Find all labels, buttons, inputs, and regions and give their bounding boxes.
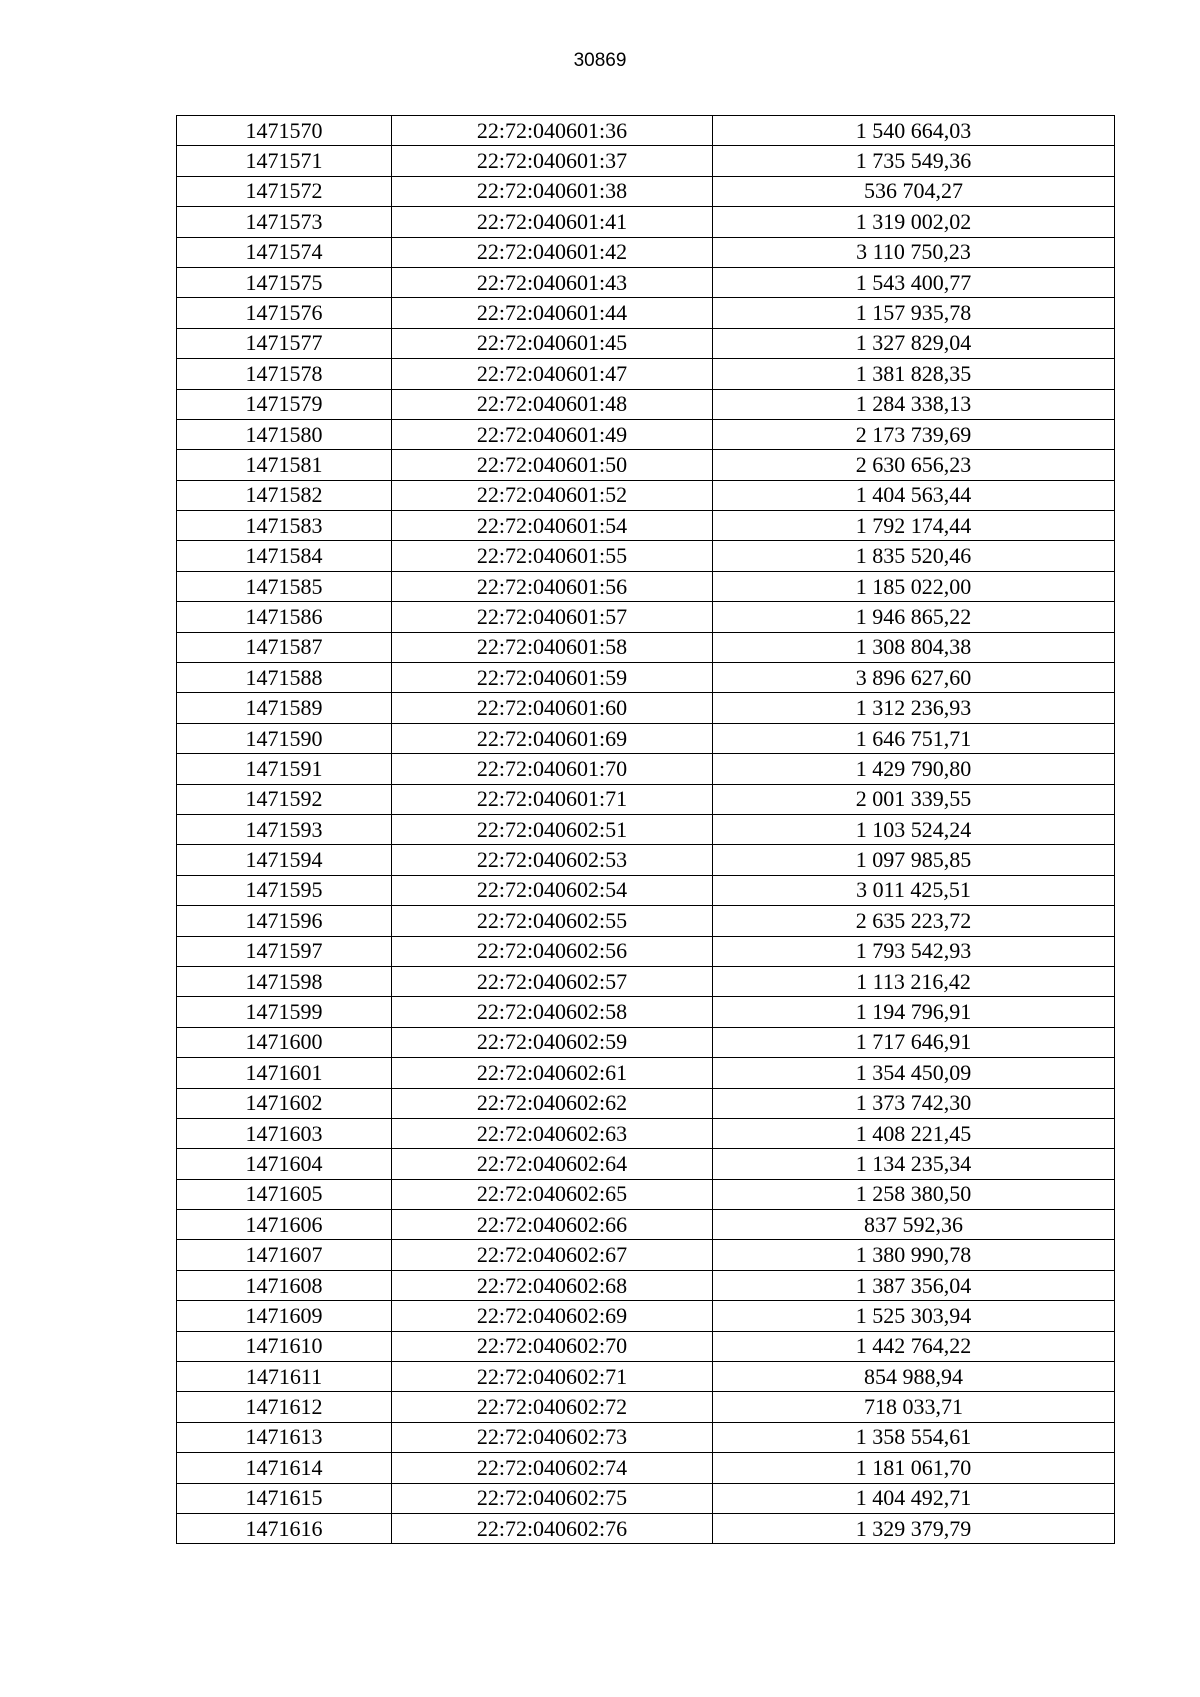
row-number-cell: 1471597	[177, 936, 392, 966]
table-row	[177, 997, 1115, 1027]
table-row	[177, 936, 1115, 966]
table-row	[177, 359, 1115, 389]
table-body	[177, 116, 1115, 1544]
cadastral-value-cell: 1 103 524,24	[713, 814, 1115, 844]
table-row	[177, 1483, 1115, 1513]
row-number-cell: 1471606	[177, 1210, 392, 1240]
cadastral-number-cell: 22:72:040602:62	[392, 1088, 713, 1118]
row-number-cell: 1471598	[177, 966, 392, 996]
cadastral-value-cell: 1 327 829,04	[713, 328, 1115, 358]
table-row	[177, 267, 1115, 297]
table-row	[177, 1027, 1115, 1057]
cadastral-value-cell: 1 429 790,80	[713, 754, 1115, 784]
table-row	[177, 480, 1115, 510]
table-row	[177, 541, 1115, 571]
cadastral-number-cell: 22:72:040602:57	[392, 966, 713, 996]
cadastral-value-cell: 1 525 303,94	[713, 1301, 1115, 1331]
cadastral-value-cell: 1 134 235,34	[713, 1149, 1115, 1179]
cadastral-value-cell: 1 097 985,85	[713, 845, 1115, 875]
row-number-cell: 1471608	[177, 1270, 392, 1300]
row-number-cell: 1471573	[177, 207, 392, 237]
cadastral-number-cell: 22:72:040601:36	[392, 116, 713, 146]
row-number-cell: 1471605	[177, 1179, 392, 1209]
table-row	[177, 237, 1115, 267]
row-number-cell: 1471574	[177, 237, 392, 267]
table-row	[177, 176, 1115, 206]
table-row	[177, 1453, 1115, 1483]
cadastral-number-cell: 22:72:040601:56	[392, 571, 713, 601]
row-number-cell: 1471577	[177, 328, 392, 358]
cadastral-value-cell: 3 011 425,51	[713, 875, 1115, 905]
row-number-cell: 1471589	[177, 693, 392, 723]
table-row	[177, 1240, 1115, 1270]
cadastral-value-cell: 1 646 751,71	[713, 723, 1115, 753]
cadastral-value-cell: 2 173 739,69	[713, 419, 1115, 449]
cadastral-number-cell: 22:72:040602:65	[392, 1179, 713, 1209]
row-number-cell: 1471604	[177, 1149, 392, 1179]
cadastral-number-cell: 22:72:040602:53	[392, 845, 713, 875]
row-number-cell: 1471615	[177, 1483, 392, 1513]
cadastral-value-cell: 1 181 061,70	[713, 1453, 1115, 1483]
row-number-cell: 1471580	[177, 419, 392, 449]
cadastral-value-cell: 1 442 764,22	[713, 1331, 1115, 1361]
cadastral-number-cell: 22:72:040601:42	[392, 237, 713, 267]
cadastral-number-cell: 22:72:040602:74	[392, 1453, 713, 1483]
table-row	[177, 966, 1115, 996]
table-row	[177, 1392, 1115, 1422]
table-row	[177, 632, 1115, 662]
row-number-cell: 1471587	[177, 632, 392, 662]
row-number-cell: 1471603	[177, 1118, 392, 1148]
row-number-cell: 1471588	[177, 663, 392, 693]
table-row	[177, 1179, 1115, 1209]
cadastral-number-cell: 22:72:040601:41	[392, 207, 713, 237]
cadastral-value-cell: 1 408 221,45	[713, 1118, 1115, 1148]
row-number-cell: 1471584	[177, 541, 392, 571]
table-row	[177, 450, 1115, 480]
cadastral-number-cell: 22:72:040602:51	[392, 814, 713, 844]
table-row	[177, 571, 1115, 601]
cadastral-value-cell: 1 717 646,91	[713, 1027, 1115, 1057]
table-row	[177, 298, 1115, 328]
cadastral-number-cell: 22:72:040601:43	[392, 267, 713, 297]
cadastral-value-cell: 2 001 339,55	[713, 784, 1115, 814]
cadastral-value-cell: 2 635 223,72	[713, 906, 1115, 936]
row-number-cell: 1471593	[177, 814, 392, 844]
table-row	[177, 1301, 1115, 1331]
row-number-cell: 1471576	[177, 298, 392, 328]
row-number-cell: 1471579	[177, 389, 392, 419]
cadastral-number-cell: 22:72:040601:38	[392, 176, 713, 206]
table-row	[177, 1210, 1115, 1240]
cadastral-value-cell: 1 373 742,30	[713, 1088, 1115, 1118]
cadastral-value-cell: 1 793 542,93	[713, 936, 1115, 966]
cadastral-number-cell: 22:72:040601:60	[392, 693, 713, 723]
row-number-cell: 1471572	[177, 176, 392, 206]
row-number-cell: 1471613	[177, 1422, 392, 1452]
cadastral-number-cell: 22:72:040602:73	[392, 1422, 713, 1452]
cadastral-number-cell: 22:72:040601:58	[392, 632, 713, 662]
row-number-cell: 1471581	[177, 450, 392, 480]
table-row	[177, 784, 1115, 814]
cadastral-value-cell: 3 896 627,60	[713, 663, 1115, 693]
table-row	[177, 419, 1115, 449]
row-number-cell: 1471570	[177, 116, 392, 146]
table-row	[177, 389, 1115, 419]
table-row	[177, 1362, 1115, 1392]
table-row	[177, 602, 1115, 632]
cadastral-number-cell: 22:72:040601:57	[392, 602, 713, 632]
cadastral-value-cell: 1 194 796,91	[713, 997, 1115, 1027]
cadastral-value-cell: 1 329 379,79	[713, 1513, 1115, 1543]
row-number-cell: 1471595	[177, 875, 392, 905]
cadastral-value-cell: 1 354 450,09	[713, 1058, 1115, 1088]
row-number-cell: 1471582	[177, 480, 392, 510]
cadastral-number-cell: 22:72:040602:66	[392, 1210, 713, 1240]
cadastral-number-cell: 22:72:040602:58	[392, 997, 713, 1027]
table-row	[177, 511, 1115, 541]
cadastral-number-cell: 22:72:040601:69	[392, 723, 713, 753]
table-row	[177, 754, 1115, 784]
cadastral-value-cell: 1 308 804,38	[713, 632, 1115, 662]
cadastral-number-cell: 22:72:040601:52	[392, 480, 713, 510]
cadastral-number-cell: 22:72:040602:59	[392, 1027, 713, 1057]
cadastral-value-cell: 1 404 563,44	[713, 480, 1115, 510]
cadastral-number-cell: 22:72:040601:50	[392, 450, 713, 480]
cadastral-number-cell: 22:72:040601:47	[392, 359, 713, 389]
table-row	[177, 1331, 1115, 1361]
row-number-cell: 1471602	[177, 1088, 392, 1118]
cadastral-value-cell: 1 284 338,13	[713, 389, 1115, 419]
cadastral-value-cell: 718 033,71	[713, 1392, 1115, 1422]
cadastral-number-cell: 22:72:040602:54	[392, 875, 713, 905]
cadastral-value-cell: 1 946 865,22	[713, 602, 1115, 632]
page-number: 30869	[573, 50, 627, 71]
cadastral-value-cell: 1 157 935,78	[713, 298, 1115, 328]
row-number-cell: 1471571	[177, 146, 392, 176]
cadastral-number-cell: 22:72:040602:68	[392, 1270, 713, 1300]
cadastral-value-cell: 1 835 520,46	[713, 541, 1115, 571]
cadastral-number-cell: 22:72:040602:61	[392, 1058, 713, 1088]
cadastral-value-cell: 1 113 216,42	[713, 966, 1115, 996]
cadastral-number-cell: 22:72:040601:71	[392, 784, 713, 814]
cadastral-number-cell: 22:72:040602:75	[392, 1483, 713, 1513]
table-row	[177, 875, 1115, 905]
cadastral-number-cell: 22:72:040602:56	[392, 936, 713, 966]
cadastral-value-cell: 1 380 990,78	[713, 1240, 1115, 1270]
cadastral-value-cell: 1 381 828,35	[713, 359, 1115, 389]
cadastral-value-cell: 3 110 750,23	[713, 237, 1115, 267]
cadastral-value-cell: 1 312 236,93	[713, 693, 1115, 723]
cadastral-value-table	[176, 115, 1115, 1544]
cadastral-number-cell: 22:72:040602:67	[392, 1240, 713, 1270]
row-number-cell: 1471609	[177, 1301, 392, 1331]
cadastral-value-cell: 837 592,36	[713, 1210, 1115, 1240]
row-number-cell: 1471590	[177, 723, 392, 753]
cadastral-value-cell: 1 387 356,04	[713, 1270, 1115, 1300]
cadastral-number-cell: 22:72:040601:55	[392, 541, 713, 571]
table-row	[177, 1422, 1115, 1452]
row-number-cell: 1471601	[177, 1058, 392, 1088]
table-row	[177, 906, 1115, 936]
cadastral-value-cell: 2 630 656,23	[713, 450, 1115, 480]
row-number-cell: 1471591	[177, 754, 392, 784]
cadastral-number-cell: 22:72:040602:71	[392, 1362, 713, 1392]
table-row	[177, 1513, 1115, 1543]
table-row	[177, 723, 1115, 753]
cadastral-value-cell: 854 988,94	[713, 1362, 1115, 1392]
cadastral-value-cell: 1 258 380,50	[713, 1179, 1115, 1209]
cadastral-number-cell: 22:72:040601:49	[392, 419, 713, 449]
cadastral-number-cell: 22:72:040602:55	[392, 906, 713, 936]
cadastral-value-cell: 1 735 549,36	[713, 146, 1115, 176]
row-number-cell: 1471607	[177, 1240, 392, 1270]
row-number-cell: 1471611	[177, 1362, 392, 1392]
row-number-cell: 1471599	[177, 997, 392, 1027]
cadastral-number-cell: 22:72:040602:64	[392, 1149, 713, 1179]
cadastral-value-cell: 1 543 400,77	[713, 267, 1115, 297]
cadastral-number-cell: 22:72:040602:63	[392, 1118, 713, 1148]
cadastral-value-cell: 1 319 002,02	[713, 207, 1115, 237]
row-number-cell: 1471592	[177, 784, 392, 814]
cadastral-value-cell: 1 185 022,00	[713, 571, 1115, 601]
cadastral-number-cell: 22:72:040602:70	[392, 1331, 713, 1361]
cadastral-number-cell: 22:72:040601:44	[392, 298, 713, 328]
cadastral-number-cell: 22:72:040601:48	[392, 389, 713, 419]
row-number-cell: 1471610	[177, 1331, 392, 1361]
table-row	[177, 693, 1115, 723]
row-number-cell: 1471586	[177, 602, 392, 632]
row-number-cell: 1471616	[177, 1513, 392, 1543]
row-number-cell: 1471614	[177, 1453, 392, 1483]
cadastral-value-cell: 1 792 174,44	[713, 511, 1115, 541]
table-row	[177, 1270, 1115, 1300]
table-row	[177, 207, 1115, 237]
table-row	[177, 814, 1115, 844]
table-row	[177, 1118, 1115, 1148]
cadastral-number-cell: 22:72:040602:76	[392, 1513, 713, 1543]
row-number-cell: 1471612	[177, 1392, 392, 1422]
cadastral-value-cell: 1 358 554,61	[713, 1422, 1115, 1452]
table-row	[177, 1088, 1115, 1118]
cadastral-value-cell: 1 540 664,03	[713, 116, 1115, 146]
table-row	[177, 663, 1115, 693]
cadastral-value-cell: 536 704,27	[713, 176, 1115, 206]
cadastral-number-cell: 22:72:040602:72	[392, 1392, 713, 1422]
row-number-cell: 1471583	[177, 511, 392, 541]
table-row	[177, 328, 1115, 358]
row-number-cell: 1471600	[177, 1027, 392, 1057]
cadastral-number-cell: 22:72:040601:37	[392, 146, 713, 176]
cadastral-number-cell: 22:72:040601:54	[392, 511, 713, 541]
row-number-cell: 1471585	[177, 571, 392, 601]
cadastral-number-cell: 22:72:040601:70	[392, 754, 713, 784]
table-row	[177, 1058, 1115, 1088]
row-number-cell: 1471575	[177, 267, 392, 297]
row-number-cell: 1471594	[177, 845, 392, 875]
row-number-cell: 1471578	[177, 359, 392, 389]
cadastral-number-cell: 22:72:040601:45	[392, 328, 713, 358]
cadastral-number-cell: 22:72:040602:69	[392, 1301, 713, 1331]
table-row	[177, 1149, 1115, 1179]
cadastral-number-cell: 22:72:040601:59	[392, 663, 713, 693]
table-row	[177, 146, 1115, 176]
row-number-cell: 1471596	[177, 906, 392, 936]
table-row	[177, 845, 1115, 875]
cadastral-value-cell: 1 404 492,71	[713, 1483, 1115, 1513]
table-row	[177, 116, 1115, 146]
